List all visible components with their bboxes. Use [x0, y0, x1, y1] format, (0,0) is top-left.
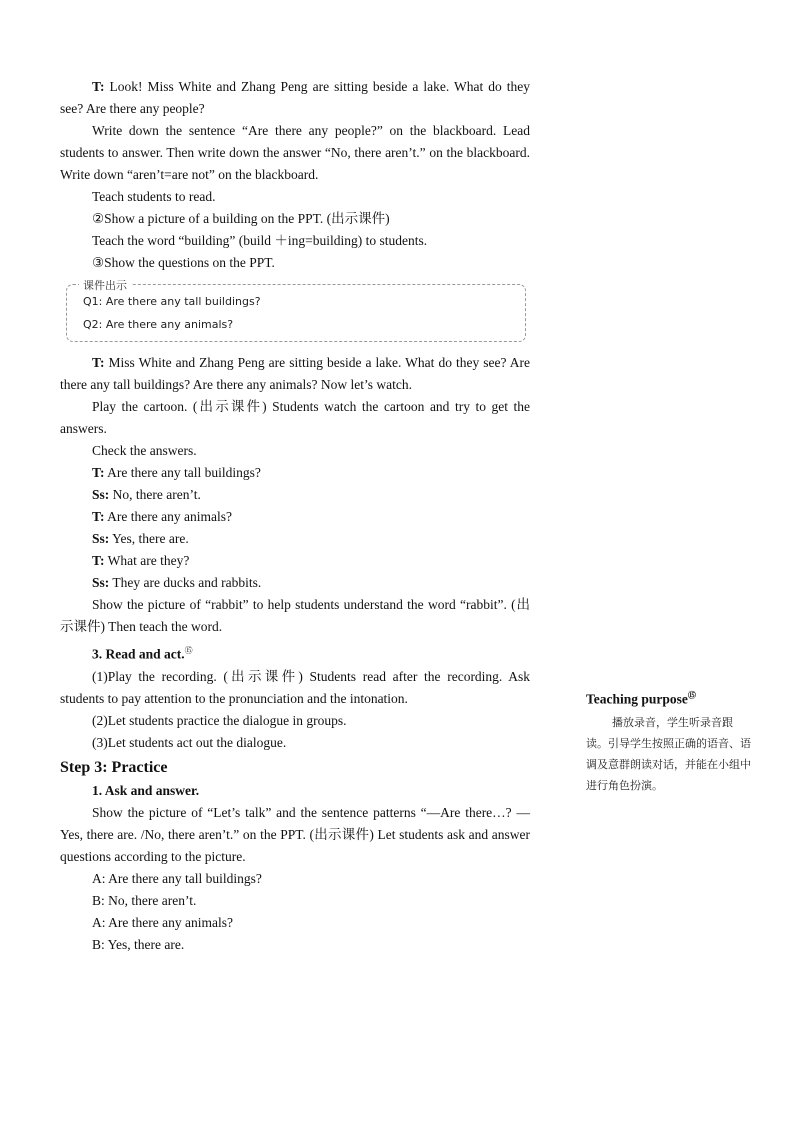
- paragraph: (1)Play the recording. (出示课件) Students read after the recording. Ask students to pay attention to the pronunciation and the intonation.: [60, 668, 530, 706]
- dialogue-text: Are there any animals?: [104, 509, 232, 524]
- note-text: 播放录音，学生听录音跟读。引导学生按照正确的语音、语调及意群朗读对话，并能在小组中进行角色扮演。: [586, 715, 751, 792]
- paragraph: [60, 76, 530, 120]
- question-1: Q1: Are there any tall buildings?: [83, 295, 261, 308]
- dialogue-text: They are ducks and rabbits.: [109, 575, 262, 590]
- dialogue-line: [60, 462, 530, 484]
- paragraph: Teach students to read.: [92, 189, 216, 204]
- courseware-tag: 课件出示: [79, 277, 131, 293]
- speaker-label: T:: [92, 553, 105, 568]
- paragraph: Teach the word “building” (build ＋ing=building) to students.: [92, 233, 428, 248]
- dialogue-line: [60, 572, 530, 594]
- speaker-label: T:: [92, 355, 105, 370]
- speaker-label: T:: [92, 509, 105, 524]
- dialogue-text: What are they?: [104, 553, 190, 568]
- section-heading: [60, 640, 530, 666]
- teaching-purpose-note: [586, 686, 752, 796]
- practice-line: B: Yes, there are.: [92, 936, 185, 952]
- paragraph: Show the picture of “Let’s talk” and the sentence patterns “—Are there…? —Yes, there are. /No, there aren’t.” on the PPT. (出示课件) Let students ask and answer questions according to the picture.: [60, 804, 530, 864]
- courseware-box: [66, 279, 526, 342]
- paragraph: Write down the sentence “Are there any people?” on the blackboard. Lead students to answer. Then write down the answer “No, there aren’t.” on the blackboard. Write down “aren’t=are not” on the blackboard.: [60, 123, 530, 182]
- paragraph: [60, 352, 530, 396]
- paragraph: Play the cartoon. (出示课件) Students watch the cartoon and try to get the answers.: [60, 399, 530, 436]
- practice-line: A: Are there any tall buildings?: [92, 870, 262, 886]
- speaker-label: Ss:: [92, 531, 110, 546]
- question-2: Q2: Are there any animals?: [83, 318, 234, 331]
- dialogue-line: [60, 506, 530, 528]
- speaker-label: T:: [92, 79, 105, 94]
- note-title: [586, 686, 752, 710]
- speaker-label: Ss:: [92, 487, 110, 502]
- heading-text: 3. Read and act.: [92, 646, 185, 662]
- paragraph: Show the picture of “rabbit” to help students understand the word “rabbit”. (出示课件) Then teach the word.: [60, 597, 530, 634]
- paragraph: (3)Let students act out the dialogue.: [92, 734, 287, 750]
- paragraph: ②Show a picture of a building on the PPT. (出示课件): [92, 211, 390, 226]
- speaker-label: T:: [92, 465, 105, 480]
- note-title-text: Teaching purpose: [586, 691, 688, 707]
- speaker-label: Ss:: [92, 575, 110, 590]
- paragraph: (2)Let students practice the dialogue in groups.: [92, 712, 347, 728]
- dialogue-line: [60, 550, 530, 572]
- dialogue-line: [60, 484, 530, 506]
- dialogue-text: Are there any tall buildings?: [104, 465, 261, 480]
- practice-line: B: No, there aren’t.: [92, 892, 197, 908]
- dialogue-text: Yes, there are.: [109, 531, 189, 546]
- section-heading: [60, 780, 530, 802]
- step-heading: Step 3: Practice: [60, 758, 168, 776]
- dialogue-text: No, there aren’t.: [109, 487, 201, 502]
- dialogue-line: [60, 528, 530, 550]
- paragraph: ③Show the questions on the PPT.: [92, 255, 275, 270]
- heading-text: 1. Ask and answer.: [92, 782, 200, 798]
- footnote-marker: ⑮: [184, 646, 193, 655]
- paragraph-text: Miss White and Zhang Peng are sitting beside a lake. What do they see? Are there any tall buildings? Are there any animals? Now let’s watch.: [60, 355, 530, 392]
- paragraph-text: Look! Miss White and Zhang Peng are sitting beside a lake. What do they see? Are there any people?: [60, 79, 530, 116]
- practice-line: A: Are there any animals?: [92, 914, 233, 930]
- footnote-marker: ⑮: [687, 691, 696, 700]
- paragraph: Check the answers.: [92, 443, 197, 458]
- lesson-body: [60, 76, 530, 956]
